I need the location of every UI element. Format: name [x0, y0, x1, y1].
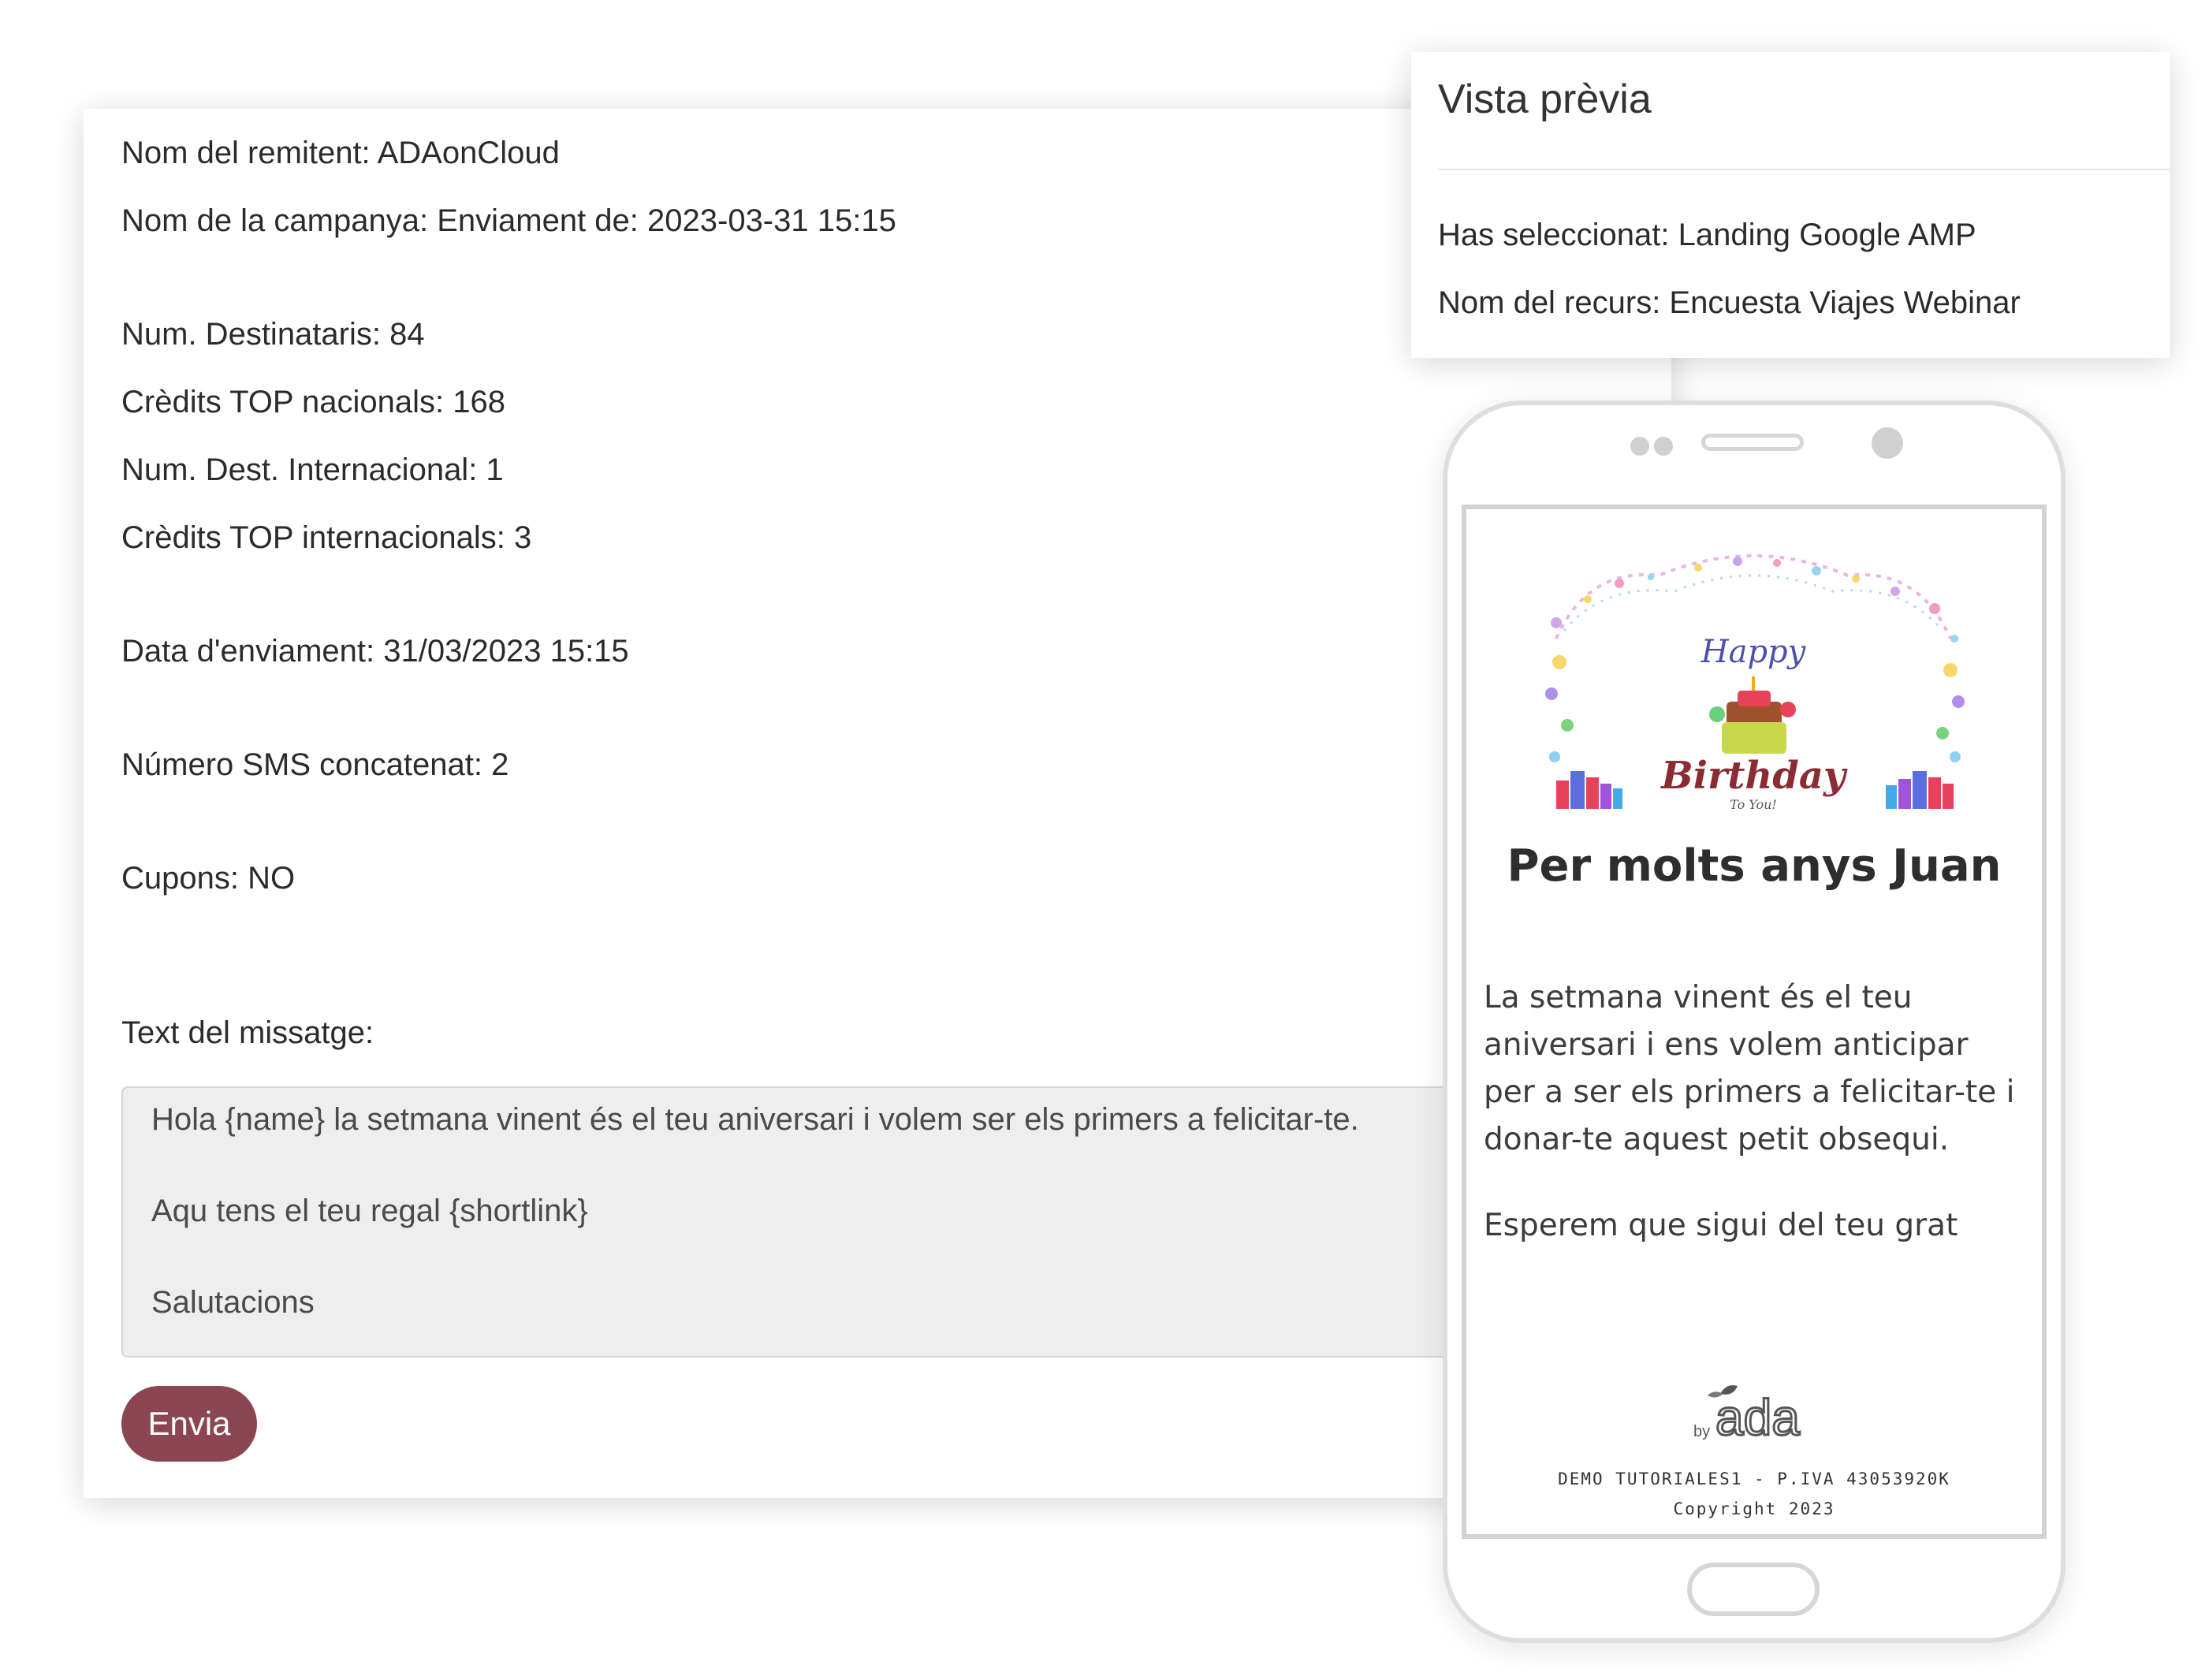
logo-by: by [1693, 1423, 1711, 1440]
landing-heading: Per molts anys Juan [1507, 840, 2002, 892]
phone-sensor [1872, 427, 1903, 459]
send-button[interactable]: Envia [121, 1386, 257, 1462]
recipients-count: Num. Destinataris: 84 [121, 317, 425, 352]
sender-name: Nom del remitent: ADAonCloud [121, 136, 560, 170]
preview-title: Vista prèvia [1438, 76, 1652, 122]
to-you-text: To You! [1730, 797, 1777, 812]
concatenated-sms: Número SMS concatenat: 2 [121, 747, 509, 782]
logo-brand: ada [1715, 1389, 1800, 1443]
national-credits: Crèdits TOP nacionals: 168 [121, 385, 505, 419]
campaign-name: Nom de la campanya: Enviament de: 2023-03-31 15:15 [121, 203, 896, 238]
international-credits: Crèdits TOP internacionals: 3 [121, 520, 532, 555]
phone-camera-dot [1654, 437, 1673, 456]
selected-resource-type: Has seleccionat: Landing Google AMP [1438, 218, 1976, 252]
landing-wish: Esperem que sigui del teu grat [1484, 1208, 1958, 1243]
birthday-text: Birthday [1661, 754, 1846, 798]
preview-divider [1438, 169, 2170, 170]
birthday-illustration [1540, 544, 1968, 815]
ada-logo [1692, 1380, 1826, 1443]
message-text-box[interactable] [121, 1086, 1667, 1358]
message-line: Salutacions [151, 1285, 315, 1320]
message-line: Hola {name} la setmana vinent és el teu aniversari i volem ser els primers a felicitar-te. [151, 1102, 1359, 1137]
phone-screen [1462, 505, 2047, 1539]
landing-footer-copyright: Copyright 2023 [1673, 1499, 1835, 1518]
coupons: Cupons: NO [121, 861, 296, 896]
phone-home-button [1687, 1563, 1820, 1616]
message-line: Aqu tens el teu regal {shortlink} [151, 1194, 588, 1228]
landing-body [1484, 974, 2028, 1164]
resource-name: Nom del recurs: Encuesta Viajes Webinar [1438, 285, 2021, 320]
message-label: Text del missatge: [121, 1015, 374, 1050]
international-recipients: Num. Dest. Internacional: 1 [121, 453, 504, 487]
landing-footer-company: DEMO TUTORIALES1 - P.IVA 43053920K [1558, 1470, 1950, 1488]
phone-mockup [1443, 400, 2066, 1643]
preview-panel [1411, 52, 2170, 358]
phone-speaker [1701, 434, 1804, 451]
send-date: Data d'enviament: 31/03/2023 15:15 [121, 634, 629, 669]
phone-camera-dot [1630, 437, 1649, 456]
landing-body-text: La setmana vinent és el teu aniversari i ens volem anticipar per a ser els primers a felicitar-te i donar-te aquest petit obsequi. [1484, 980, 2015, 1157]
happy-text: Happy [1701, 634, 1806, 670]
